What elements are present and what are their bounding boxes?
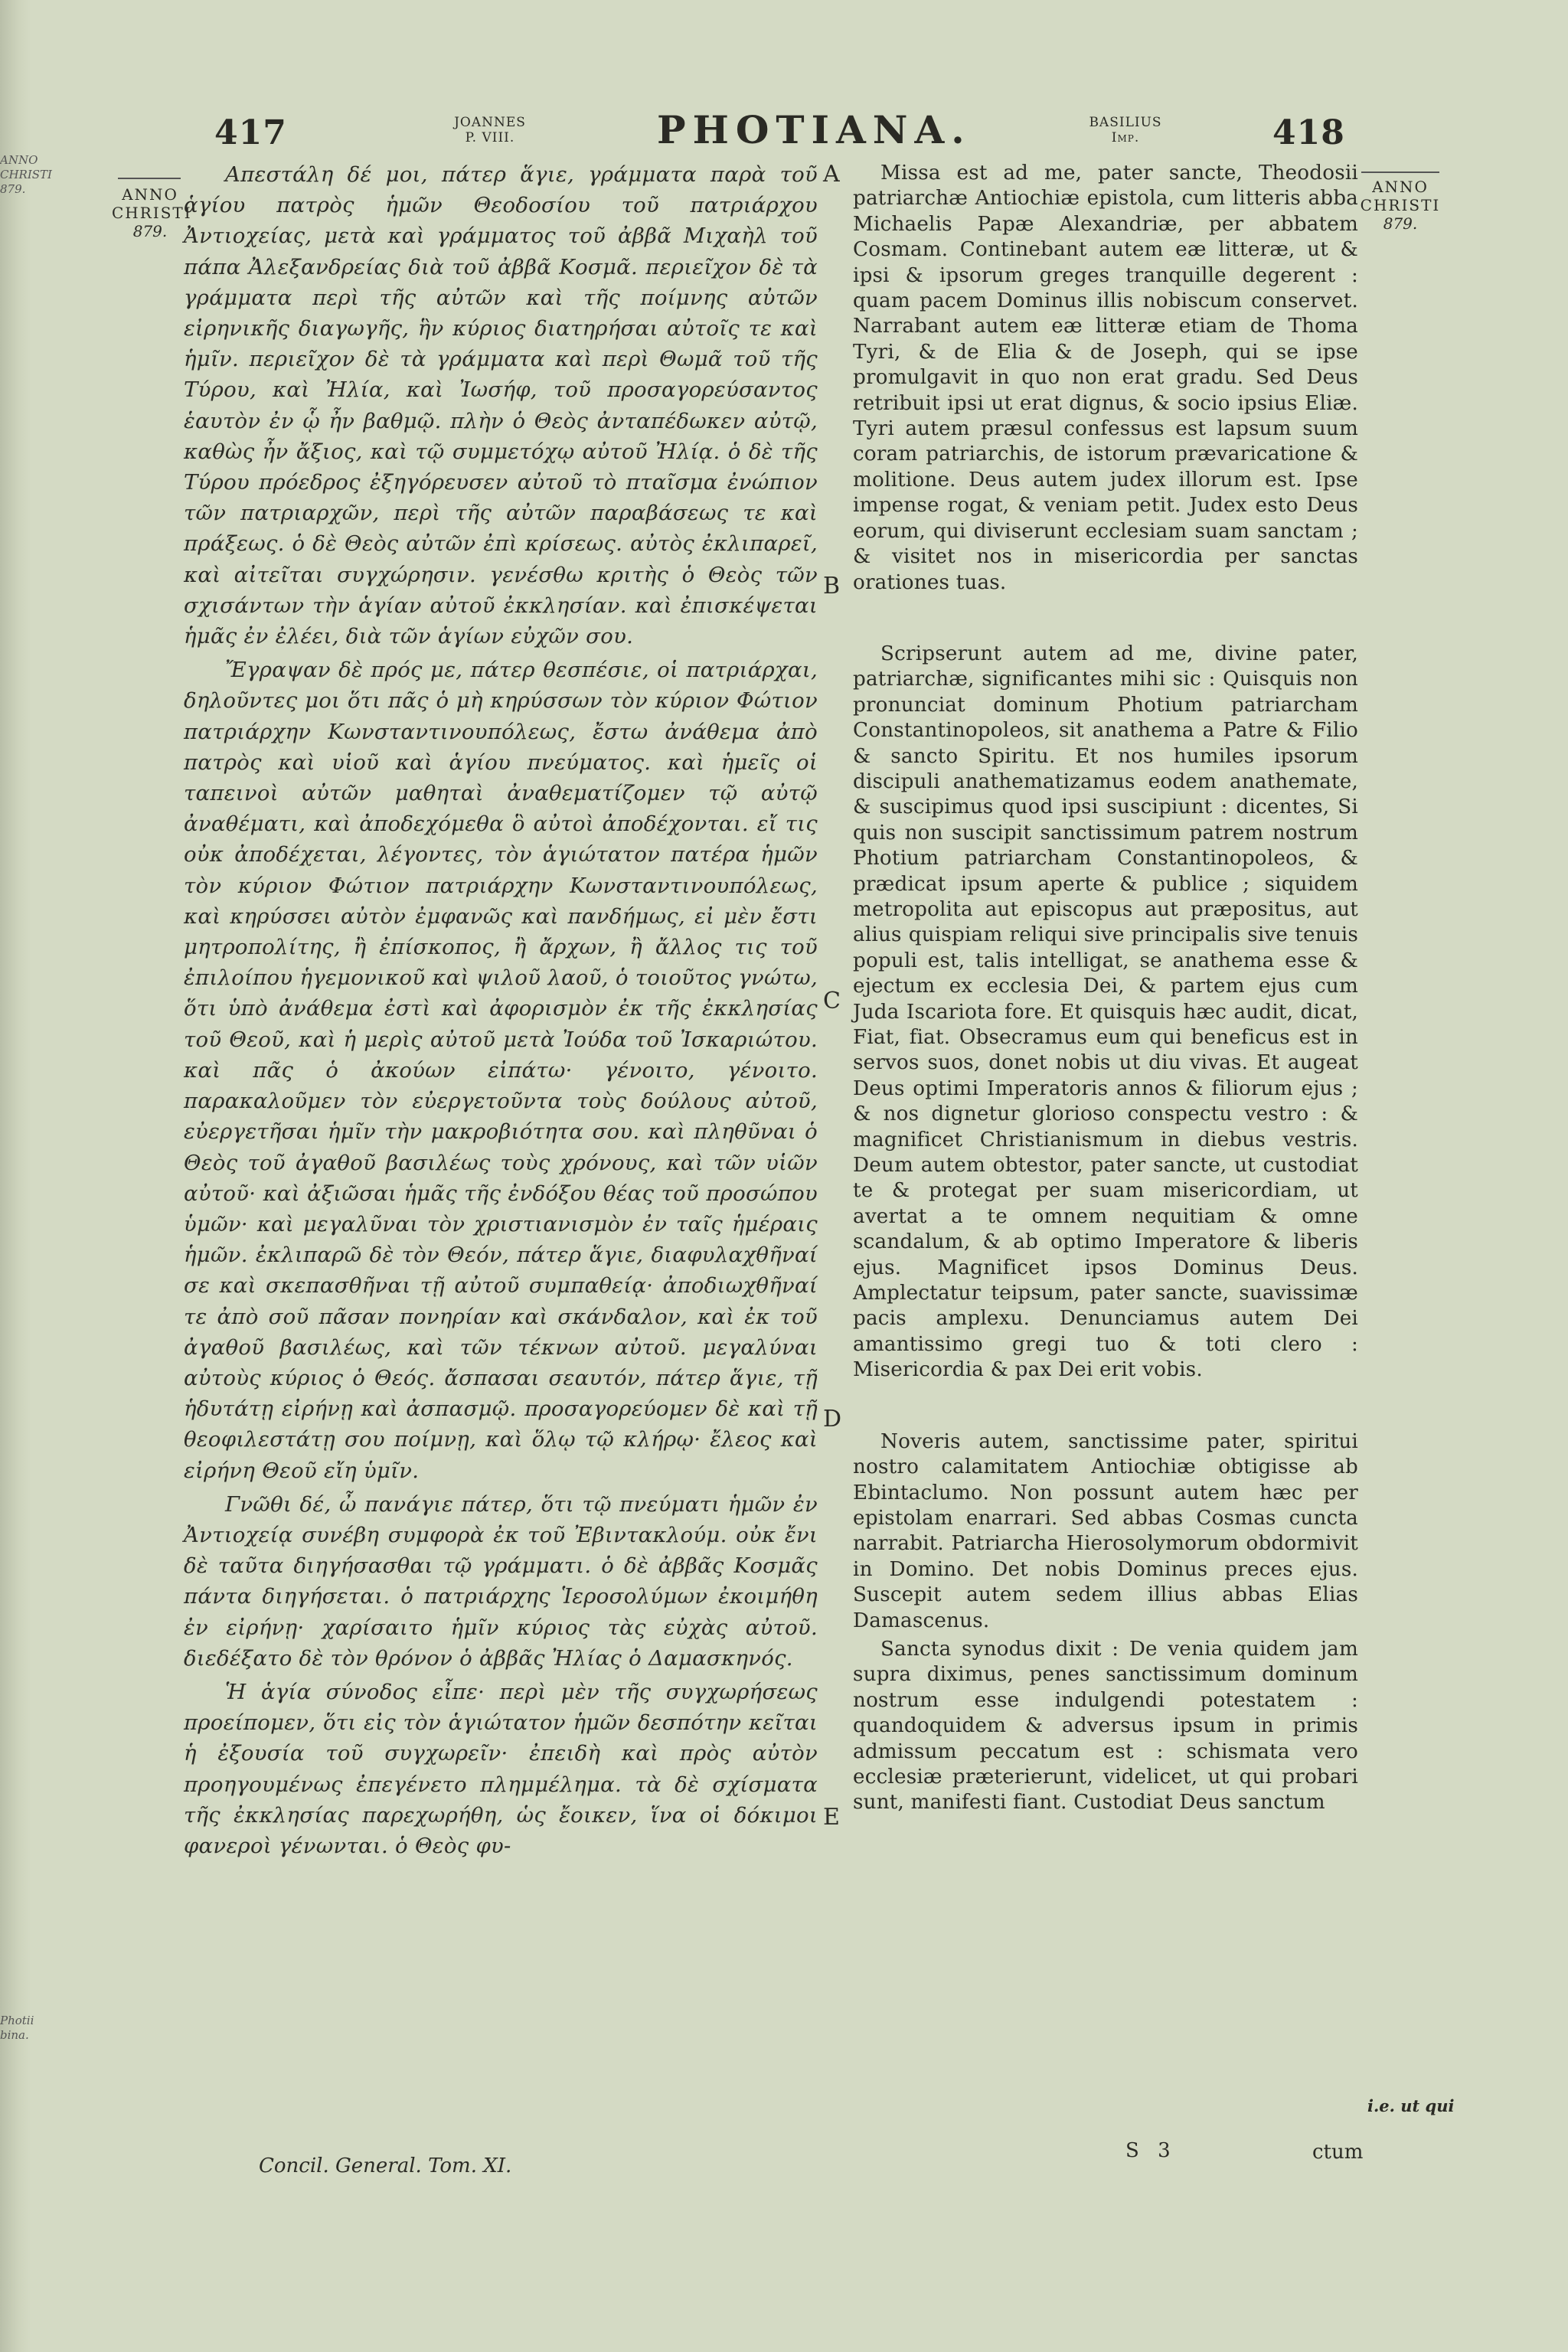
section-letter-e: E	[823, 1804, 840, 1831]
section-letter-d: D	[823, 1406, 842, 1432]
handwritten-margin-note: i.e. ut qui	[1367, 2096, 1455, 2115]
left-margin-year: 879.	[132, 222, 168, 240]
right-running-head-name: BASILIUS	[1089, 115, 1162, 130]
left-margin-rule	[118, 178, 181, 179]
left-running-head-sub: P. VIII.	[465, 130, 515, 145]
right-margin-christi-word: CHRISTI	[1360, 196, 1441, 214]
latin-paragraph: Sancta synodus dixit : De venia quidem jam supra diximus, penes sanctissimum dominum nostrum esse indulgendi potestatem : quandoquidem & adversus ipsum in primis admissum peccatum est : schismata vero ecclesiæ præterierunt, videlicet, ut qui probari sunt, manifesti fiant. Custodiat Deus sanctum	[853, 1637, 1358, 1815]
footer-volume-note: Concil. General. Tom. XI.	[259, 2154, 512, 2177]
greek-paragraph: Γνῶθι δέ, ὦ πανάγιε πάτερ, ὅτι τῷ πνεύματι ἡμῶν ἐν Ἀντιοχείᾳ συνέβη συμφορὰ ἐκ τοῦ Ἐβιντακλούμ. οὐκ ἔνι δὲ ταῦτα διηγήσασθαι τῷ γράμματι. ὁ δὲ ἀββᾶς Κοσμᾶς πάντα διηγήσεται. ὁ πατριάρχης Ἱεροσολύμων ἐκοιμήθη ἐν εἰρήνῃ· χαρίσαιτο ἡμῖν κύριος τὰς εὐχὰς αὐτοῦ. διεδέξατο δὲ τὸν θρόνον ὁ ἀββᾶς Ἠλίας ὁ Δαμασκηνός.	[184, 1491, 818, 1671]
right-page-number: 418	[1272, 113, 1345, 152]
right-running-head	[1049, 115, 1202, 145]
footer-signature-mark: S 3	[1125, 2139, 1177, 2162]
left-margin-anno-word: ANNO	[122, 185, 178, 204]
left-running-head-name: JOANNES	[454, 115, 526, 130]
greek-paragraph: Απεστάλη δέ μοι, πάτερ ἅγιε, γράμματα παρὰ τοῦ ἁγίου πατρὸς ἡμῶν Θεοδοσίου τοῦ πατριάρχου Ἀντιοχείας, μετὰ καὶ γράμματος τοῦ ἀββᾶ Μιχαὴλ τοῦ πάπα Ἀλεξανδρείας διὰ τοῦ ἀββᾶ Κοσμᾶ. περιεῖχον δὲ τὰ γράμματα περὶ τῆς αὐτῶν καὶ τῆς ποίμνης αὐτῶν εἰρηνικῆς διαγωγῆς, ἣν κύριος διατηρήσαι αὐτοῖς τε καὶ ἡμῖν. περιεῖχον δὲ τὰ γράμματα καὶ περὶ Θωμᾶ τοῦ τῆς Τύρου, καὶ Ἠλία, καὶ Ἰωσήφ, τοῦ προσαγορεύσαντος ἑαυτὸν ἐν ᾧ ἦν βαθμῷ. πλὴν ὁ Θεὸς ἀνταπέδωκεν αὐτῷ, καθὼς ἦν ἄξιος, καὶ τῷ συμμετόχῳ αὐτοῦ Ἠλίᾳ. ὁ δὲ τῆς Τύρου πρόεδρος ἐξηγόρευσεν αὐτοῦ τὸ πταῖσμα ἐνώπιον τῶν πατριαρχῶν, περὶ τῆς αὐτῶν παραβάσεως τε καὶ πράξεως. ὁ δὲ Θεὸς αὐτῶν ἐπὶ κρίσεως. αὐτὸς ἐκλιπαρεῖ, καὶ αἰτεῖται συγχώρησιν. γενέσθω κριτὴς ὁ Θεὸς τῶν σχισάντων τὴν ἁγίαν αὐτοῦ ἐκκλησίαν. καὶ ἐπισκέψεται ἡμᾶς ἐν ἐλέει, διὰ τῶν ἁγίων εὐχῶν σου.	[184, 162, 818, 649]
footer-catchword: ctum	[1312, 2141, 1364, 2164]
greek-paragraph: Ἔγραψαν δὲ πρός με, πάτερ θεσπέσιε, οἱ πατριάρχαι, δηλοῦντες μοι ὅτι πᾶς ὁ μὴ κηρύσσων τὸν κύριον Φώτιον πατριάρχην Κωνσταντινουπόλεως, ἔστω ἀνάθεμα ἀπὸ πατρὸς καὶ υἱοῦ καὶ ἁγίου πνεύματος. καὶ ἡμεῖς οἱ ταπεινοὶ αὐτῶν μαθηταὶ ἀναθεματίζομεν τῷ αὐτῷ ἀναθέματι, καὶ ἀποδεχόμεθα ὃ αὐτοὶ ἀποδέχονται. εἴ τις οὐκ ἀποδέχεται, λέγοντες, τὸν ἁγιώτατον πατέρα ἡμῶν τὸν κύριον Φώτιον πατριάρχην Κωνσταντινουπόλεως, καὶ κηρύσσει αὐτὸν ἐμφανῶς καὶ πανδήμως, εἰ μὲν ἔστι μητροπολίτης, ἢ ἐπίσκοπος, ἢ ἄρχων, ἢ ἄλλος τις τοῦ ἐπιλοίπου ἡγεμονικοῦ καὶ ψιλοῦ λαοῦ, ὁ τοιοῦτος γνώτω, ὅτι ὑπὸ ἀνάθεμα ἐστὶ καὶ ἀφορισμὸν ἐκ τῆς ἐκκλησίας τοῦ Θεοῦ, καὶ ἡ μερὶς αὐτοῦ μετὰ Ἰούδα τοῦ Ἰσκαριώτου. καὶ πᾶς ὁ ἀκούων εἰπάτω· γένοιτο, γένοιτο. παρακαλοῦμεν τὸν εὐεργετοῦντα τοὺς δούλους αὐτοῦ, εὐεργετῆσαι ἡμῖν τὴν μακροβιότητα σου. καὶ πληθῦναι ὁ Θεὸς τοῦ ἀγαθοῦ βασιλέως τοὺς χρόνους, καὶ τῶν υἱῶν αὐτοῦ· καὶ ἀξιῶσαι ἡμᾶς τῆς ἐνδόξου θέας τοῦ προσώπου ὑμῶν· καὶ μεγαλῦναι τὸν χριστιανισμὸν ἐν ταῖς ἡμέραις ἡμῶν. ἐκλιπαρῶ δὲ τὸν Θεόν, πάτερ ἅγιε, διαφυλαχθῆναί σε καὶ σκεπασθῆναι τῇ αὐτοῦ συμπαθείᾳ· ἀποδιωχθῆναί τε ἀπὸ σοῦ πᾶσαν πονηρίαν καὶ σκάνδαλον, καὶ ἐκ τοῦ ἀγαθοῦ βασιλέως, καὶ τῶν τέκνων αὐτοῦ. μεγαλύναι αὐτοὺς κύριος ὁ Θεός. ἄσπασαι σεαυτόν, πάτερ ἅγιε, τῇ ἡδυτάτῃ εἰρήνῃ καὶ ἀσπασμῷ. προσαγορεύομεν δὲ καὶ τῇ θεοφιλεστάτῃ σου ποίμνῃ, καὶ ὅλῳ τῷ κλήρῳ· ἔλεος καὶ εἰρήνη Θεοῦ εἴη ὑμῖν.	[184, 658, 818, 1483]
section-letter-a: A	[823, 161, 840, 188]
latin-paragraph: Noveris autem, sanctissime pater, spiritui nostro calamitatem Antiochiæ obtigisse ab Ebintaclumo. Non possunt autem hæc per epistolam enarrari. Sed abbas Cosmas cuncta narrabit. Patriarcha Hierosolymorum obdormivit in Domino. Det nobis Dominus preces ejus. Suscepit autem sedem illius abbas Elias Damascenus.	[853, 1429, 1358, 1632]
left-margin-anno	[112, 185, 192, 240]
greek-column	[184, 159, 818, 1861]
left-running-head	[429, 115, 551, 145]
binding-gutter	[0, 0, 31, 2352]
right-margin-year: 879.	[1383, 214, 1418, 233]
right-margin-anno-word: ANNO	[1372, 178, 1429, 196]
latin-paragraph: Missa est ad me, pater sancte, Theodosii patriarchæ Antiochiæ epistola, cum litteris abba Michaelis Papæ Alexandriæ, per abbatem Cosmam. Continebant autem eæ litteræ, ut & ipsi & ipsorum greges tranquille degerent : quam pacem Dominus illis nobiscum conservet. Narrabant autem eæ litteræ etiam de Thoma Tyri, & de Elia & de Joseph, qui se ipse promulgavit in quo non erat gradu. Sed Deus retribuit ipsi ut erat dignus, & socio ipsius Eliæ. Tyri autem præsul confessus est lapsum suum coram patriarchis, de istorum prævaricatione & molitione. Deus autem judex illorum est. Ipse impense rogat, & veniam petit. Judex esto Deus eorum, qui diviserunt ecclesiam suam sanctam ; & visitet nos in misericordia per sanctas orationes tuas.	[853, 162, 1358, 594]
section-letter-c: C	[823, 988, 841, 1014]
left-margin-christi-word: CHRISTI	[112, 204, 192, 222]
page-title: PHOTIANA.	[657, 107, 972, 152]
right-running-head-sub: Imp.	[1111, 130, 1140, 145]
right-margin-anno	[1355, 178, 1446, 233]
previous-page-margin-note: ANNO CHRISTI 879.	[0, 153, 52, 196]
greek-paragraph: Ἡ ἁγία σύνοδος εἶπε· περὶ μὲν τῆς συγχωρήσεως προείπομεν, ὅτι εἰς τὸν ἁγιώτατον ἡμῶν δεσπότην κεῖται ἡ ἐξουσία τοῦ συγχωρεῖν· ἐπειδὴ καὶ πρὸς αὐτὸν προηγουμένως ἐπεγένετο πλημμέλημα. τὰ δὲ σχίσματα τῆς ἐκκλησίας παρεχωρήθη, ὡς ἔοικεν, ἵνα οἱ δόκιμοι φανεροὶ γένωνται. ὁ Θεὸς φυ-	[184, 1679, 818, 1858]
latin-paragraph: Scripserunt autem ad me, divine pater, patriarchæ, significantes mihi sic : Quisquis non pronunciat dominum Photium patriarcham Constantinopoleos, sit anathema a Patre & Filio & sancto Spiritu. Et nos humiles ipsorum discipuli anathematizamus eodem anathemate, & suscipimus quod ipsi suscipiunt : dicentes, Si quis non suscipit sanctissimum patrem nostrum Photium patriarcham Constantinopoleos, & prædicat ipsum aperte & publice ; siquidem metropolita aut episcopus aut præpositus, aut alius quispiam reliqui sive principalis sive tenuis populi est, talis intelligat, se anathema esse & ejectum ex ecclesia Dei, & partem ejus cum Juda Iscariota fore. Et quisquis hæc audit, dicat, Fiat, fiat. Obsecramus eum qui beneficus est in servos suos, donet nobis ut diu vivas. Et augeat Deus optimi Imperatoris annos & filiorum ejus ; & nos dignetur glorioso conspectu vestro : & magnificet Christianismum in diebus vestris. Deum autem obtestor, pater sancte, ut custodiat te & protegat per suam misericordiam, ut avertat a te omnem nequitiam & omne scandalum, & ab optimo Imperatore & liberis ejus. Magnificet ipsos Dominus Deus. Amplectatur teipsum, pater sancte, suavissimæ pacis amplexu. Denunciamus autem Dei amantissimo gregi tuo & toti clero : Misericordia & pax Dei erit vobis.	[853, 642, 1358, 1382]
latin-column	[853, 161, 1358, 1816]
section-letter-b: B	[823, 573, 841, 599]
left-page-number: 417	[214, 113, 287, 152]
right-margin-rule	[1361, 172, 1439, 173]
previous-page-margin-note-bottom: Photii bina.	[0, 2014, 34, 2042]
